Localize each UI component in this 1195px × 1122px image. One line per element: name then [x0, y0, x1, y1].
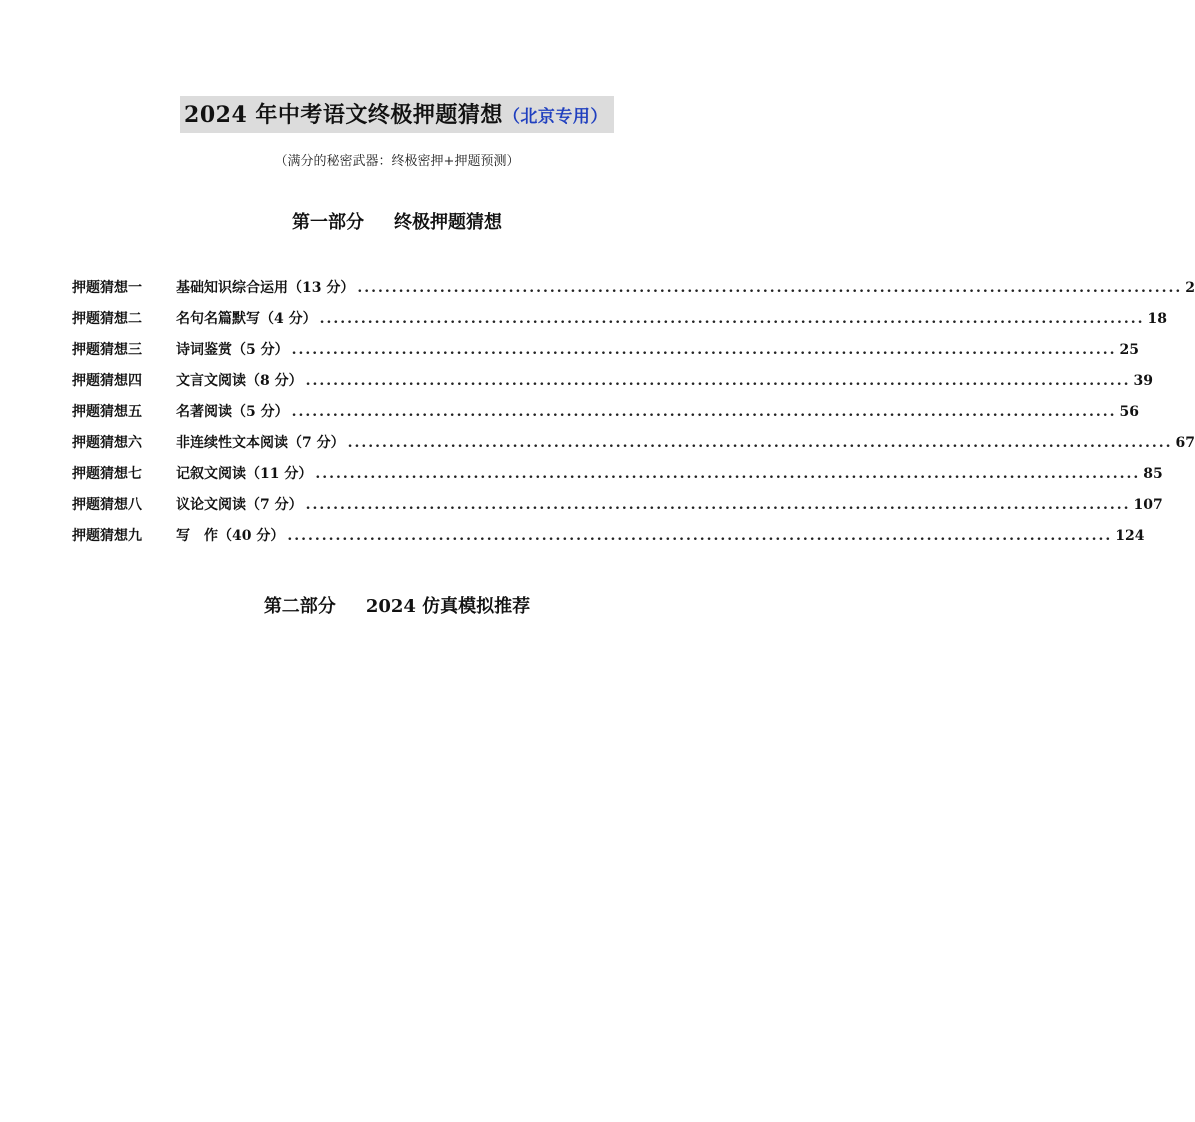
toc-leader-dots: ........................................................................................................................ [347, 435, 1173, 451]
toc-leader-dots: ........................................................................................................................ [319, 311, 1145, 327]
section-part-label: 第一部分 [292, 212, 364, 233]
section-name: 2024 仿真模拟推荐 [365, 596, 531, 617]
toc-entry-label: 押题猜想八 [72, 497, 142, 513]
toc-leader-dots: ........................................................................................................................ [315, 466, 1141, 482]
toc-leader-dots: ........................................................................................................................ [291, 404, 1117, 420]
toc-entry-title: 非连续性文本阅读（7 分） [176, 435, 345, 451]
toc-entry-label: 押题猜想三 [72, 342, 142, 358]
toc-entry-page: 39 [1133, 373, 1153, 389]
toc-entry[interactable] [72, 339, 1139, 370]
toc-entry-page: 18 [1147, 311, 1167, 327]
section-heading-part-2 [0, 592, 794, 618]
toc-entry-label: 押题猜想四 [72, 373, 142, 389]
toc-entry-label: 押题猜想九 [72, 528, 142, 544]
section-heading-part-1 [0, 208, 794, 234]
toc-entry[interactable] [72, 494, 1163, 525]
toc-entry[interactable] [72, 277, 1195, 308]
toc-leader-dots: ........................................................................................................................ [305, 497, 1131, 513]
title-highlight-box [180, 96, 614, 133]
toc-entry-label: 押题猜想二 [72, 311, 142, 327]
toc-entry-title: 议论文阅读（7 分） [176, 497, 303, 513]
toc-entry-page: 107 [1133, 497, 1163, 513]
table-of-contents [72, 277, 1195, 556]
title-sub: （北京专用） [502, 107, 608, 127]
section-part-label: 第二部分 [263, 596, 336, 617]
toc-entry-label: 押题猜想五 [72, 404, 142, 420]
toc-entry-page: 25 [1119, 342, 1139, 358]
toc-entry-page: 2 [1185, 280, 1195, 296]
toc-entry[interactable] [72, 308, 1167, 339]
toc-leader-dots: ........................................................................................................................ [287, 528, 1113, 544]
document-title [0, 96, 794, 133]
toc-entry-title: 名句名篇默写（4 分） [176, 311, 317, 327]
toc-entry-title: 名著阅读（5 分） [176, 404, 289, 420]
toc-entry-page: 85 [1143, 466, 1163, 482]
toc-entry-label: 押题猜想六 [72, 435, 142, 451]
toc-entry-title: 记叙文阅读（11 分） [176, 466, 313, 482]
toc-leader-dots: ........................................................................................................................ [357, 280, 1183, 296]
toc-entry[interactable] [72, 463, 1163, 494]
toc-entry-title: 基础知识综合运用（13 分） [176, 280, 355, 296]
toc-entry[interactable] [72, 401, 1139, 432]
toc-entry[interactable] [72, 525, 1145, 556]
toc-entry-page: 67 [1175, 435, 1195, 451]
toc-leader-dots: ........................................................................................................................ [305, 373, 1131, 389]
toc-entry-title: 诗词鉴赏（5 分） [176, 342, 289, 358]
document-subtitle: （满分的秘密武器：终极密押+押题预测） [274, 154, 520, 169]
toc-entry[interactable] [72, 370, 1153, 401]
toc-entry-title: 写 作（40 分） [176, 528, 285, 544]
toc-entry-label: 押题猜想一 [72, 280, 142, 296]
toc-entry-label: 押题猜想七 [72, 466, 142, 482]
toc-entry[interactable] [72, 432, 1195, 463]
toc-entry-page: 124 [1115, 528, 1145, 544]
toc-leader-dots: ........................................................................................................................ [291, 342, 1117, 358]
title-main: 2024 年中考语文终极押题猜想 [184, 102, 503, 128]
toc-entry-title: 文言文阅读（8 分） [176, 373, 303, 389]
section-name: 终极押题猜想 [394, 212, 502, 233]
toc-entry-page: 56 [1119, 404, 1139, 420]
